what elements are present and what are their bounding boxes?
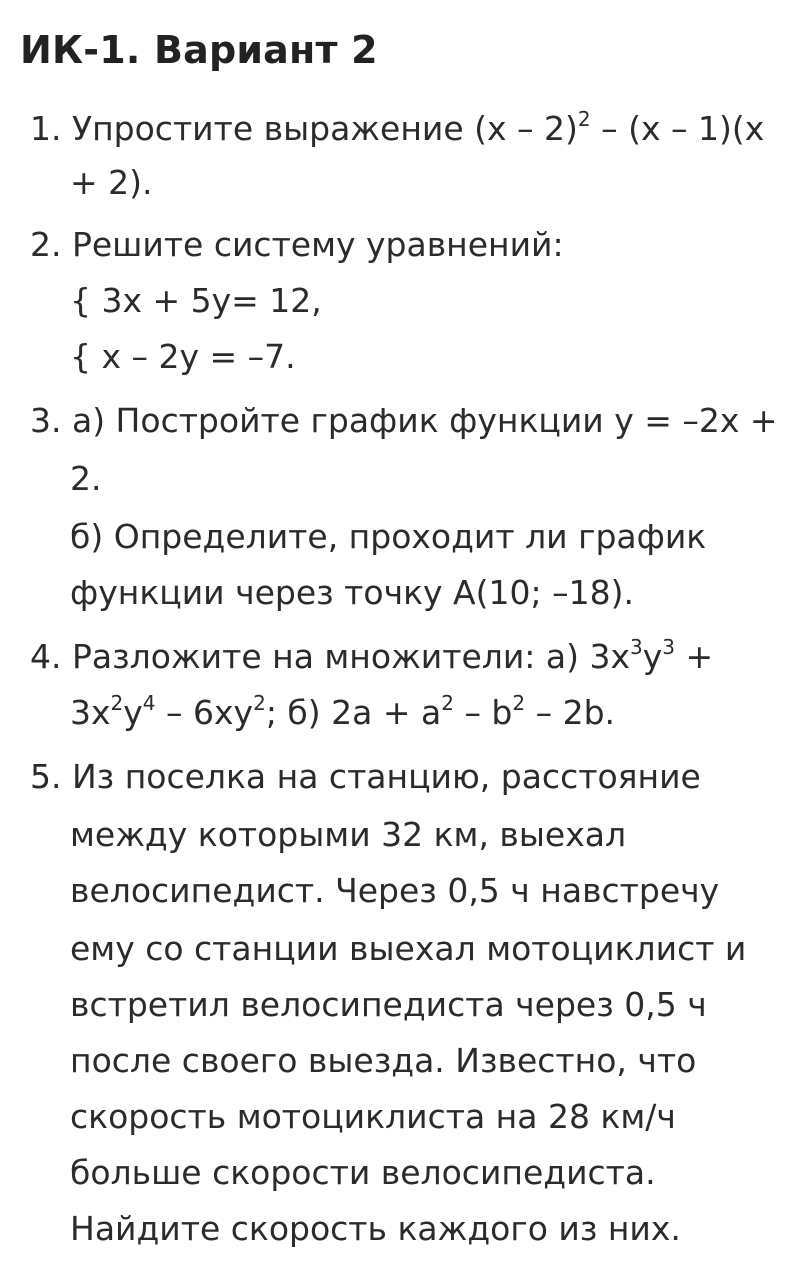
task-3-line-2: 2. xyxy=(70,459,102,498)
task-2-equation-1: { 3x + 5y= 12, xyxy=(70,281,322,320)
task-4-exp-1: 3 xyxy=(630,635,643,659)
task-4-text-e: y xyxy=(123,693,143,732)
task-1-line-1 xyxy=(30,107,765,148)
task-5-line-5: встретил велосипедиста через 0,5 ч xyxy=(70,985,707,1024)
task-4-line-2 xyxy=(70,691,616,732)
task-5-line-4: ему со станции выехал мотоциклист и xyxy=(70,929,747,968)
task-4-exp-4: 4 xyxy=(142,691,156,715)
task-4-exp-3: 2 xyxy=(110,691,124,715)
task-4-line-1 xyxy=(30,635,714,676)
task-5-line-8: больше скорости велосипедиста. xyxy=(70,1153,656,1192)
task-4-exp-7: 2 xyxy=(512,691,526,715)
task-4-text-g: ; б) 2a + a xyxy=(265,693,442,732)
task-4-text-c: + xyxy=(675,637,714,676)
task-4-exp-2: 3 xyxy=(662,635,676,659)
task-5-line-3: велосипедист. Через 0,5 ч навстречу xyxy=(70,871,720,910)
task-2-line-1: 2. Решите систему уравнений: xyxy=(30,225,564,264)
task-4-exp-6: 2 xyxy=(441,691,454,715)
task-1-line-2: + 2). xyxy=(70,163,153,202)
task-4-exp-5: 2 xyxy=(253,691,266,715)
task-2-equation-2: { x – 2y = –7. xyxy=(70,337,296,376)
task-5-line-9: Найдите скорость каждого из них. xyxy=(70,1209,681,1248)
task-4-text-f: – 6xy xyxy=(155,693,254,732)
task-3-line-4: функции через точку A(10; –18). xyxy=(70,573,634,612)
task-1-text-a: 1. Упростите выражение (x – 2) xyxy=(30,109,578,148)
task-3-line-3: б) Определите, проходит ли график xyxy=(70,517,707,556)
task-5-line-2: между которыми 32 км, выехал xyxy=(70,815,627,854)
task-4-text-i: – 2b. xyxy=(525,693,616,732)
task-5-line-1: 5. Из поселка на станцию, расстояние xyxy=(30,757,701,796)
task-1-text-b: – (x – 1)(x xyxy=(590,109,765,148)
task-4-text-a: 4. Разложите на множители: а) 3x xyxy=(30,637,631,676)
task-1-exponent: 2 xyxy=(577,107,591,131)
task-5-line-7: скорость мотоциклиста на 28 км/ч xyxy=(70,1097,676,1136)
task-5-line-6: после своего выезда. Известно, что xyxy=(70,1041,697,1080)
page-title: ИК-1. Вариант 2 xyxy=(20,28,378,72)
task-3-line-1: 3. а) Постройте график функции y = –2x + xyxy=(30,401,778,440)
task-4-text-b: y xyxy=(642,637,663,676)
task-4-text-d: 3x xyxy=(70,693,111,732)
task-4-text-h: – b xyxy=(453,693,513,732)
